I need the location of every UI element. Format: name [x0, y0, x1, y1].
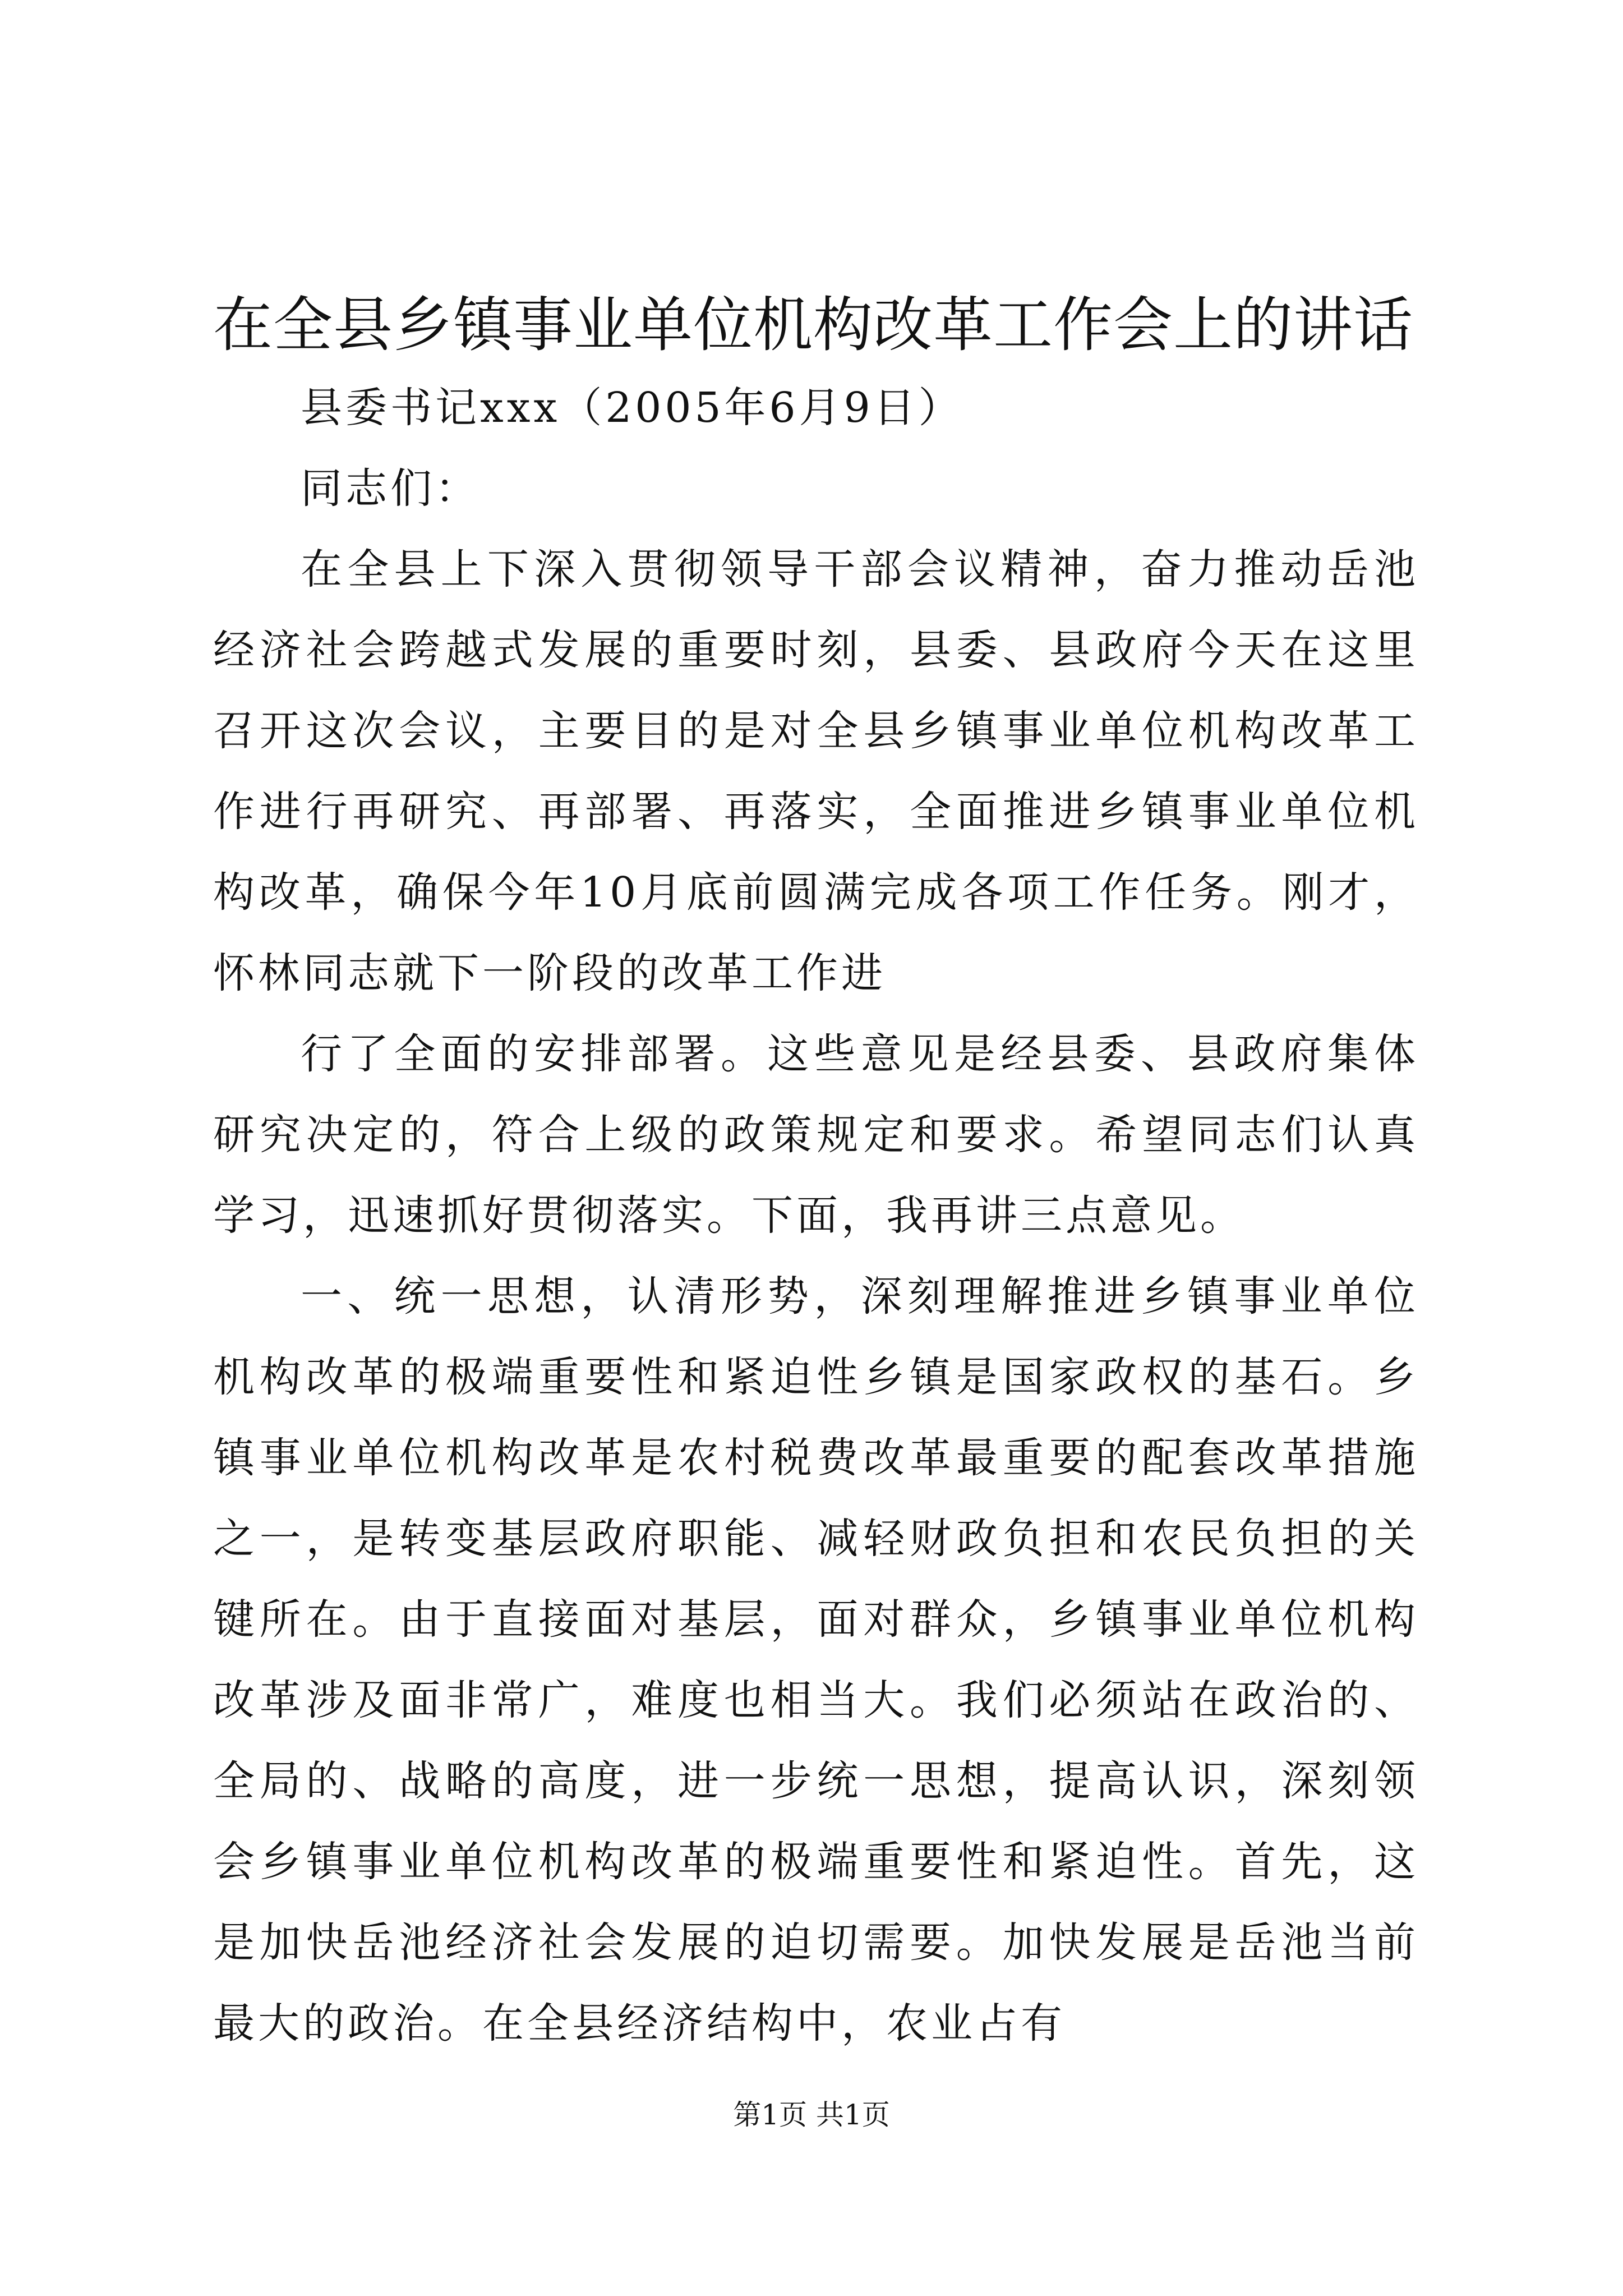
paragraph: 在全县上下深入贯彻领导干部会议精神，奋力推动岳池经济社会跨越式发展的重要时刻，县委、县政府今天在这里召开这次会议，主要目的是对全县乡镇事业单位机构改革工作进行再研究、再部署、再落实，全面推进乡镇事业单位机构改革，确保今年10月底前圆满完成各项工作任务。刚才，怀林同志就下一阶段的改革工作进: [213, 545, 1419, 997]
document-body: [213, 367, 1419, 2064]
paragraph: 一、统一思想，认清形势，深刻理解推进乡镇事业单位机构改革的极端重要性和紧迫性乡镇是国家政权的基石。乡镇事业单位机构改革是农村税费改革最重要的配套改革措施之一，是转变基层政府职能、减轻财政负担和农民负担的关键所在。由于直接面对基层，面对群众，乡镇事业单位机构改革涉及面非常广，难度也相当大。我们必须站在政治的、全局的、战略的高度，进一步统一思想，提高认识，深刻领会乡镇事业单位机构改革的极端重要性和紧迫性。首先，这是加快岳池经济社会发展的迫切需要。加快发展是岳池当前最大的政治。在全县经济结构中，农业占有: [213, 1272, 1419, 2047]
byline: 县委书记xxx（2005年6月9日）: [301, 384, 963, 432]
salutation: 同志们：: [301, 464, 480, 513]
document-title: 在全县乡镇事业单位机构改革工作会上的讲话: [213, 291, 1413, 360]
page-number-footer: 第1页 共1页: [733, 2099, 890, 2131]
paragraph: 行了全面的安排部署。这些意见是经县委、县政府集体研究决定的，符合上级的政策规定和要求。希望同志们认真学习，迅速抓好贯彻落实。下面，我再讲三点意见。: [213, 1030, 1419, 1240]
